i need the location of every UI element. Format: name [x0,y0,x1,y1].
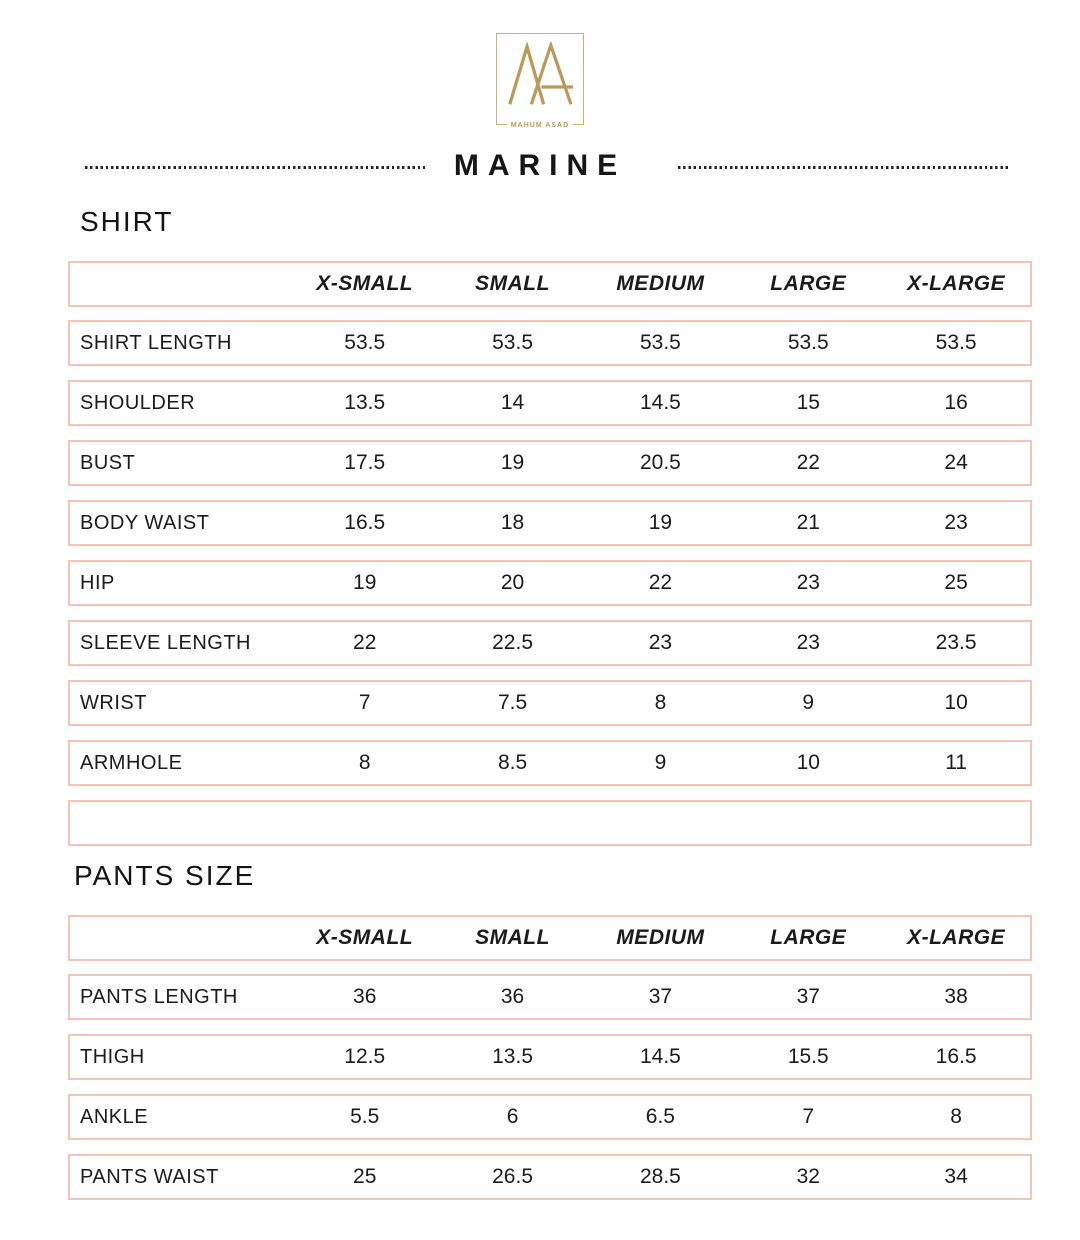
size-value: 25 [353,1165,377,1188]
size-value: 18 [500,511,525,534]
size-value: 6.5 [645,1105,675,1128]
size-row [68,1154,1032,1200]
size-table-header [68,261,1032,307]
size-value: 7 [802,1105,815,1128]
size-value: 20 [500,571,525,594]
size-value: 53.5 [492,331,533,354]
size-value: 13.5 [344,391,386,414]
row-label: BODY WAIST [80,511,210,534]
size-value: 6 [506,1105,519,1128]
size-value: 7.5 [497,691,528,714]
size-value: 15.5 [787,1045,829,1068]
size-value: 23 [648,631,673,654]
size-value: 16.5 [344,511,386,534]
size-row [68,500,1032,546]
size-value: 5.5 [350,1105,380,1128]
size-value: 53.5 [639,331,681,354]
size-value: 22 [353,631,377,654]
size-value: 16.5 [935,1045,977,1068]
row-label: WRIST [80,691,147,714]
size-value: 53.5 [344,331,386,354]
size-value: 26.5 [492,1165,533,1188]
size-value: 14.5 [639,391,681,414]
size-row [68,680,1032,726]
row-label: SHIRT LENGTH [80,331,232,354]
size-value: 16 [944,391,968,414]
size-value: 23 [944,511,968,534]
row-label: THIGH [80,1045,145,1068]
size-value: 8 [358,751,371,774]
size-value: 8 [654,691,667,714]
size-row [68,740,1032,786]
size-value: 8.5 [497,751,528,774]
size-row [68,320,1032,366]
size-value: 10 [944,691,968,714]
row-label: PANTS WAIST [80,1165,219,1188]
size-row [68,560,1032,606]
size-value: 53.5 [787,331,829,354]
size-value: 15 [796,391,820,414]
size-column-header: LARGE [770,926,847,949]
size-value: 19 [353,571,377,594]
size-column-header: SMALL [475,272,550,295]
size-column-header: SMALL [475,926,550,949]
row-label: ANKLE [80,1105,149,1128]
dotted-divider-right [678,166,1008,169]
size-value: 17.5 [344,451,386,474]
size-row [68,974,1032,1020]
size-value: 28.5 [639,1165,681,1188]
size-column-header: X-SMALL [316,272,414,295]
size-value: 11 [945,751,967,774]
size-value: 23.5 [935,631,977,654]
size-value: 10 [796,751,820,774]
empty-row [68,800,1032,846]
size-value: 36 [353,985,377,1008]
size-table-header [68,915,1032,961]
shirt-rows-container [68,320,1032,786]
row-label: HIP [80,571,115,594]
size-value: 36 [500,985,525,1008]
size-row [68,380,1032,426]
size-column-header: MEDIUM [616,272,705,295]
size-value: 23 [796,631,820,654]
pants-rows-container [68,974,1032,1200]
size-column-header: LARGE [770,272,847,295]
size-value: 9 [654,751,667,774]
brand-name: MAHUM ASAD [507,122,573,129]
size-value: 21 [796,511,820,534]
size-value: 8 [950,1105,962,1128]
brand-logo [496,33,584,129]
size-column-header: X-LARGE [907,272,1006,295]
size-value: 23 [796,571,820,594]
size-value: 22.5 [492,631,533,654]
size-value: 19 [500,451,525,474]
size-value: 22 [648,571,673,594]
size-value: 25 [944,571,968,594]
size-value: 7 [358,691,371,714]
shirt-size-table [68,261,1032,846]
row-label: ARMHOLE [80,751,183,774]
pants-section-heading: PANTS SIZE [74,860,256,891]
pants-size-table [68,915,1032,1200]
size-value: 32 [796,1165,820,1188]
size-column-header: X-LARGE [907,926,1006,949]
row-label: BUST [80,451,136,474]
brand-monogram-ma-icon [504,42,576,106]
size-value: 22 [796,451,820,474]
row-label: SLEEVE LENGTH [80,631,252,654]
size-column-header: X-SMALL [316,926,414,949]
size-row [68,440,1032,486]
shirt-section-heading: SHIRT [80,206,174,237]
size-row [68,620,1032,666]
page-title: MARINE [453,149,627,182]
size-value: 13.5 [492,1045,533,1068]
size-value: 37 [796,985,820,1008]
size-value: 14.5 [639,1045,681,1068]
size-value: 9 [802,691,815,714]
size-value: 14 [500,391,525,414]
title-row [0,149,1080,187]
size-value: 20.5 [639,451,681,474]
size-row [68,1094,1032,1140]
size-row [68,1034,1032,1080]
size-value: 53.5 [935,331,977,354]
row-label: PANTS LENGTH [80,985,238,1008]
size-value: 24 [944,451,968,474]
size-value: 19 [648,511,673,534]
size-value: 34 [944,1165,968,1188]
size-value: 12.5 [344,1045,386,1068]
row-label: SHOULDER [80,391,196,414]
size-value: 38 [944,985,968,1008]
size-column-header: MEDIUM [616,926,705,949]
size-value: 37 [648,985,673,1008]
